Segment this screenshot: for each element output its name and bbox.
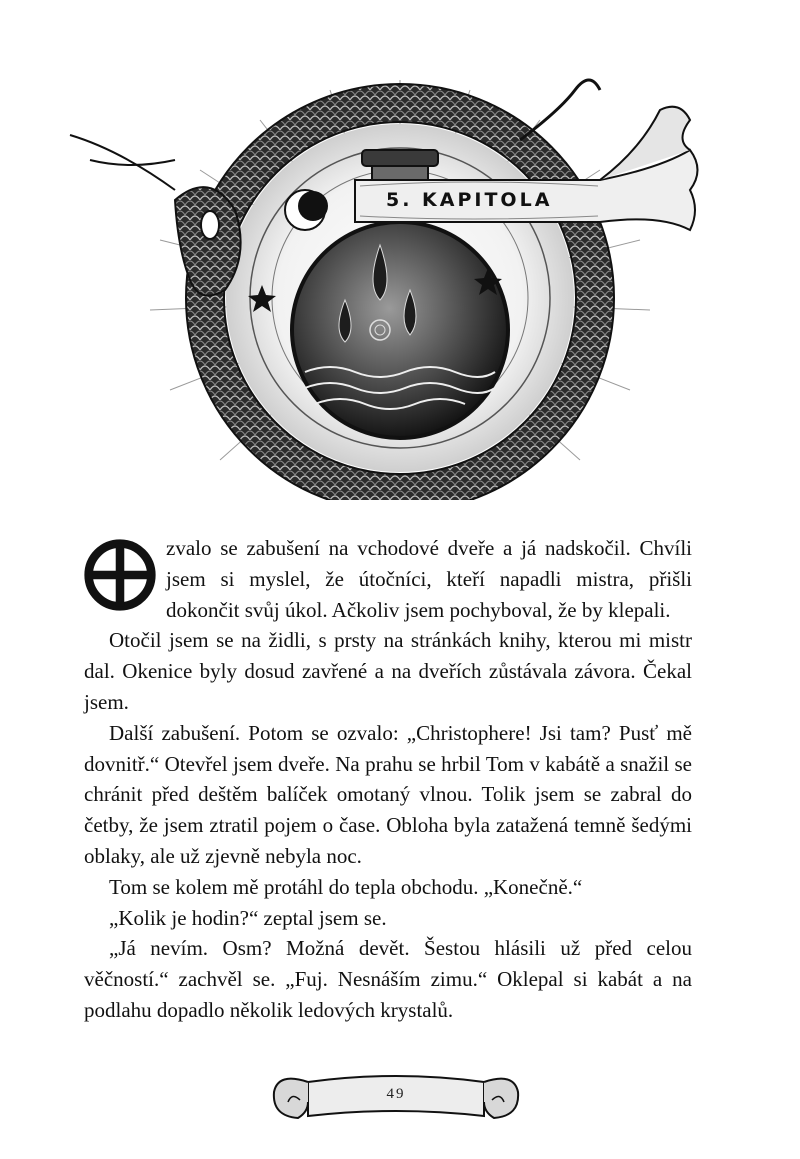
- page-number: 49: [386, 1086, 406, 1102]
- paragraph: Další zabušení. Potom se ozvalo: „Christophere! Jsi tam? Pusť mě dovnitř.“ Otevřel jsem dveře. Na prahu se hrbil Tom v kabátě a snažil se chránit před deštěm balíček omotaný vlnou. Tolik jsem se zabral do četby, že jsem ztratil pojem o čase. Obloha byla zatažená temně šedými oblaky, ale už zjevně nebyla noc.: [84, 720, 692, 868]
- paragraph: Otočil jsem se na židli, s prsty na stránkách knihy, kterou mi mistr dal. Okenice byly dosud zavřené a na dveřích zůstávala závora. Čekal jsem.: [84, 628, 692, 714]
- chapter-body: [84, 533, 692, 1026]
- paragraph: „Já nevím. Osm? Možná devět. Šestou hlásili už před celou věčností.“ zachvěl se. „Fuj. Nesnáším zimu.“ Oklepal si kabát a na podlahu dopadlo několik ledových krystalů.: [84, 936, 692, 1022]
- chapter-heading: 5. KAPITOLA: [386, 189, 553, 211]
- paragraph: [84, 533, 692, 625]
- paragraph: Tom se kolem mě protáhl do tepla obchodu. „Konečně.“: [109, 874, 583, 899]
- serpent-head: [70, 135, 241, 296]
- dropcap-icon: [82, 535, 158, 615]
- serpent-tail: [520, 80, 600, 140]
- chapter-illustration: [0, 0, 800, 500]
- paragraph-text: zvalo se zabušení na vchodové dveře a já nadskočil. Chvíli jsem si myslel, že útočníci, kteří napadli mistra, přišli dokončit svůj úkol. Ačkoliv jsem pochyboval, že by klepali.: [166, 536, 692, 622]
- paragraph: „Kolik je hodin?“ zeptal jsem se.: [109, 905, 387, 930]
